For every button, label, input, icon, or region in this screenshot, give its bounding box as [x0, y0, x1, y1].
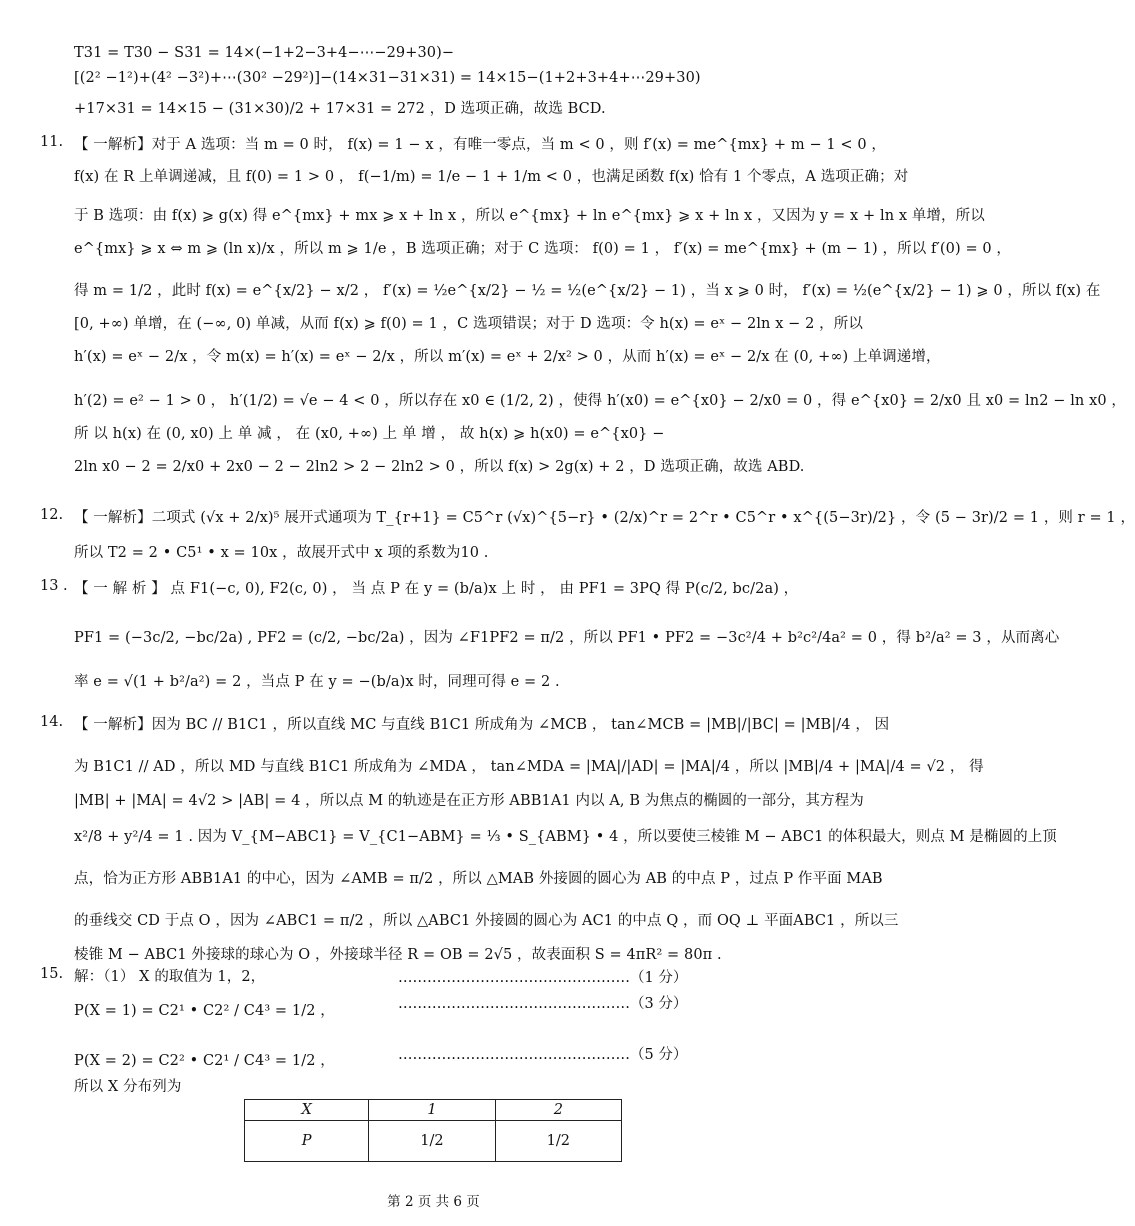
- question-number: 15.: [40, 966, 64, 982]
- text-line: 【 一 解 析 】 点 F1(−c, 0), F2(c, 0) ， 当 点 P 在 y = (b/a)x 上 时 ， 由 PF1 = 3PQ 得 P(c/2, bc/2a) ，: [74, 581, 799, 597]
- text-line: 点，恰为正方形 ABB1A1 的中心，因为 ∠AMB = π/2 ，所以 △MAB 外接圆的圆心为 AB 的中点 P ，过点 P 作平面 MAB: [74, 871, 883, 887]
- text-line: h′(x) = eˣ − 2/x ，令 m(x) = h′(x) = eˣ − 2/x ，所以 m′(x) = eˣ + 2/x² > 0 ，从而 h′(x) = eˣ − 2/x 在 (0, +∞) 上单调递增，: [74, 349, 941, 365]
- text-line: 于 B 选项：由 f(x) ⩾ g(x) 得 e^{mx} + mx ⩾ x + ln x ，所以 e^{mx} + ln e^{mx} ⩾ x + ln x ，又因为 y = x + ln x 单增，所以: [74, 208, 985, 224]
- score-mark: …………………………………………（3 分）: [398, 996, 688, 1012]
- question-number: 11.: [40, 134, 64, 150]
- text-line: P(X = 1) = C2¹ • C2² / C4³ = 1/2 ，: [74, 1003, 335, 1019]
- text-line: 【 一解析】对于 A 选项：当 m = 0 时， f(x) = 1 − x ，有唯一零点，当 m < 0 ，则 f′(x) = me^{mx} + m − 1 < 0 ，: [74, 137, 887, 153]
- question-number: 13 .: [40, 578, 68, 594]
- text-line: f(x) 在 R 上单调递减，且 f(0) = 1 > 0 ， f(−1/m) = 1/e − 1 + 1/m < 0 ，也满足函数 f(x) 恰有 1 个零点，A 选项正确；对: [74, 169, 909, 185]
- text-line: [0, +∞) 单增，在 (−∞, 0) 单减，从而 f(x) ⩾ f(0) = 1 ，C 选项错误；对于 D 选项：令 h(x) = eˣ − 2ln x − 2 ，所以: [74, 316, 863, 332]
- text-line: 率 e = √(1 + b²/a²) = 2 ，当点 P 在 y = −(b/a)x 时，同理可得 e = 2 .: [74, 674, 560, 690]
- text-line: [(2² −1²)+(4² −3²)+⋯(30² −29²)]−(14×31−31×31) = 14×15−(1+2+3+4+⋯29+30): [74, 70, 701, 86]
- table-cell: 1/2: [369, 1121, 495, 1162]
- text-line: h′(2) = e² − 1 > 0 ， h′(1/2) = √e − 4 < 0 ，所以存在 x0 ∈ (1/2, 2) ，使得 h′(x0) = e^{x0} − 2/x0 = 0 ，得 e^{x0} = 2/x0 且 x0 = ln2 − ln x0 ，: [74, 393, 1126, 409]
- text-line: |MB| + |MA| = 4√2 > |AB| = 4 ，所以点 M 的轨迹是在正方形 ABB1A1 内以 A, B 为焦点的椭圆的一部分，其方程为: [74, 793, 864, 809]
- text-line: +17×31 = 14×15 − (31×30)/2 + 17×31 = 272 ，D 选项正确，故选 BCD.: [74, 101, 606, 117]
- text-line: 所 以 h(x) 在 (0, x0) 上 单 减 ， 在 (x0, +∞) 上 单 增 ， 故 h(x) ⩾ h(x0) = e^{x0} −: [74, 426, 665, 442]
- text-line: 所以 T2 = 2 • C5¹ • x = 10x ，故展开式中 x 项的系数为10 .: [74, 545, 489, 561]
- text-line: 【 一解析】二项式 (√x + 2/x)⁵ 展开式通项为 T_{r+1} = C5^r (√x)^{5−r} • (2/x)^r = 2^r • C5^r • x^{(5−3r)/2} ，令 (5 − 3r)/2 = 1 ，则 r = 1 ，: [74, 510, 1135, 526]
- text-line: 的垂线交 CD 于点 O ，因为 ∠ABC1 = π/2 ，所以 △ABC1 外接圆的圆心为 AC1 的中点 Q ，而 OQ ⊥ 平面ABC1 ，所以三: [74, 913, 899, 929]
- text-line: x²/8 + y²/4 = 1 . 因为 V_{M−ABC1} = V_{C1−ABM} = ⅓ • S_{ABM} • 4 ，所以要使三棱锥 M − ABC1 的体积最大，则点 M 是椭圆的上顶: [74, 829, 1057, 845]
- score-mark: …………………………………………（1 分）: [398, 970, 688, 986]
- text-line: 2ln x0 − 2 = 2/x0 + 2x0 − 2 − 2ln2 > 2 − 2ln2 > 0 ，所以 f(x) > 2g(x) + 2 ，D 选项正确，故选 ABD.: [74, 459, 805, 475]
- text-line: 【 一解析】因为 BC // B1C1 ，所以直线 MC 与直线 B1C1 所成角为 ∠MCB ， tan∠MCB = |MB|/|BC| = |MB|/4 ， 因: [74, 717, 890, 733]
- table-cell: 1/2: [495, 1121, 621, 1162]
- question-number: 14.: [40, 714, 64, 730]
- score-mark: …………………………………………（5 分）: [398, 1047, 688, 1063]
- table-header-cell: 1: [369, 1100, 495, 1121]
- text-line: 得 m = 1/2 ，此时 f(x) = e^{x/2} − x/2 ， f′(x) = ½e^{x/2} − ½ = ½(e^{x/2} − 1) ，当 x ⩾ 0 时， f′(x) = ½(e^{x/2} − 1) ⩾ 0 ，所以 f(x) 在: [74, 283, 1101, 299]
- text-line: 棱锥 M − ABC1 外接球的球心为 O ，外接球半径 R = OB = 2√5 ，故表面积 S = 4πR² = 80π .: [74, 947, 722, 963]
- text-line: e^{mx} ⩾ x ⇔ m ⩾ (ln x)/x ，所以 m ⩾ 1/e ，B 选项正确；对于 C 选项： f(0) = 1 ， f′(x) = me^{mx} + (m − 1) ，所以 f′(0) = 0 ，: [74, 241, 1012, 257]
- text-line: PF1 = (−3c/2, −bc/2a) , PF2 = (c/2, −bc/2a) ，因为 ∠F1PF2 = π/2 ，所以 PF1 • PF2 = −3c²/4 + b²c²/4a² = 0 ，得 b²/a² = 3 ，从而离心: [74, 630, 1060, 646]
- text-line: 解：（1） X 的取值为 1，2，: [74, 969, 266, 985]
- table-cell: P: [245, 1121, 369, 1162]
- distribution-table: [244, 1099, 622, 1162]
- page-footer: 第 2 页 共 6 页: [387, 1194, 480, 1210]
- table-header-cell: 2: [495, 1100, 621, 1121]
- question-number: 12.: [40, 507, 64, 523]
- text-line: 为 B1C1 // AD ，所以 MD 与直线 B1C1 所成角为 ∠MDA ， tan∠MDA = |MA|/|AD| = |MA|/4 ，所以 |MB|/4 + |MA|/4 = √2 ， 得: [74, 759, 984, 775]
- text-line: 所以 X 分布列为: [74, 1079, 182, 1095]
- text-line: T31 = T30 − S31 = 14×(−1+2−3+4−⋯−29+30)−: [74, 45, 455, 61]
- text-line: P(X = 2) = C2² • C2¹ / C4³ = 1/2 ，: [74, 1053, 335, 1069]
- table-header-cell: X: [245, 1100, 369, 1121]
